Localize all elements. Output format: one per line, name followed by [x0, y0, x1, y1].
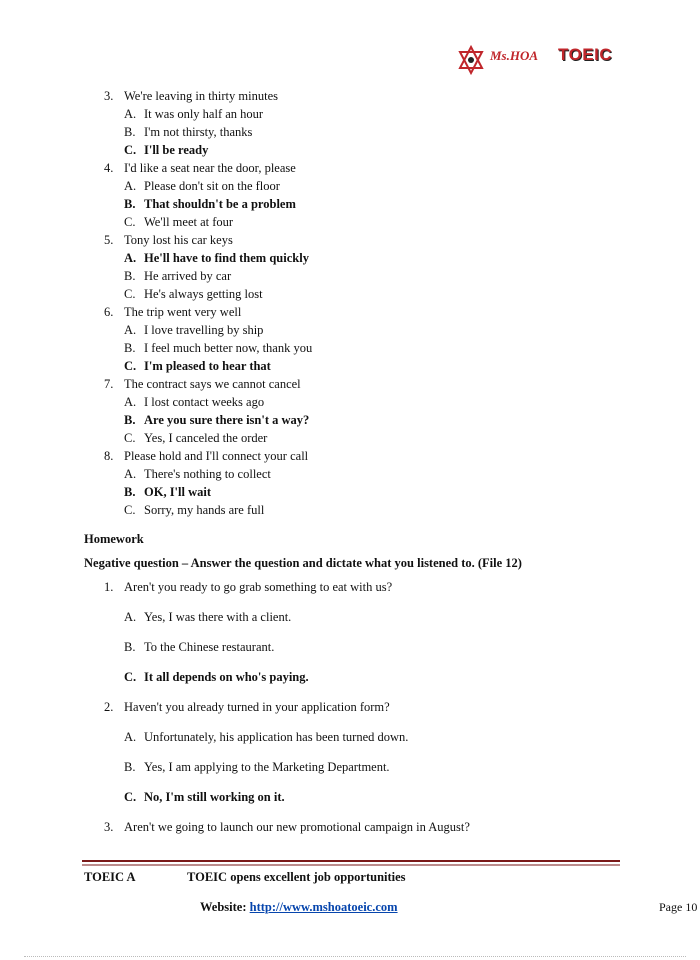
logo-small-text: Ms.HOA [490, 48, 539, 63]
option-text: He'll have to find them quickly [144, 251, 309, 265]
option-text: OK, I'll wait [144, 485, 212, 499]
option-letter: B. [124, 269, 136, 283]
option-text: No, I'm still working on it. [144, 790, 285, 804]
option-text: I'm not thirsty, thanks [144, 125, 253, 139]
option-letter: C. [124, 215, 136, 229]
question-number: 8. [104, 449, 114, 463]
footer-tagline: TOEIC opens excellent job opportunities [187, 870, 406, 884]
option-text: I'll be ready [144, 143, 209, 157]
option-letter: C. [124, 790, 137, 804]
option-letter: B. [124, 413, 136, 427]
footer-left: TOEIC A [84, 870, 136, 884]
option-text: I love travelling by ship [144, 323, 264, 337]
question-text: Aren't you ready to go grab something to eat with us? [124, 580, 393, 594]
option-text: Yes, I was there with a client. [144, 610, 292, 624]
option-letter: B. [124, 485, 136, 499]
question-number: 1. [104, 580, 114, 594]
question-text: Please hold and I'll connect your call [124, 449, 309, 463]
question-number: 4. [104, 161, 114, 175]
question-text: I'd like a seat near the door, please [124, 161, 296, 175]
question-number: 3. [104, 820, 114, 834]
option-letter: A. [124, 251, 137, 265]
question-number: 2. [104, 700, 114, 714]
footer-divider [82, 860, 620, 868]
question-number: 7. [104, 377, 114, 391]
website-link[interactable]: http://www.mshoatoeic.com [249, 900, 398, 914]
option-text: Yes, I canceled the order [144, 431, 268, 445]
option-letter: B. [124, 125, 136, 139]
option-letter: B. [124, 197, 136, 211]
option-letter: B. [124, 341, 136, 355]
option-letter: C. [124, 359, 137, 373]
question-text: Tony lost his car keys [124, 233, 233, 247]
option-text: I'm pleased to hear that [144, 359, 271, 373]
option-letter: C. [124, 287, 136, 301]
star-logo-icon [458, 44, 492, 78]
option-letter: C. [124, 143, 137, 157]
option-letter: C. [124, 503, 136, 517]
question-text: We're leaving in thirty minutes [124, 89, 278, 103]
page-edge [24, 956, 686, 957]
option-letter: A. [124, 179, 137, 193]
question-text: The contract says we cannot cancel [124, 377, 301, 391]
option-text: He arrived by car [144, 269, 232, 283]
option-text: I feel much better now, thank you [144, 341, 313, 355]
question-text: Haven't you already turned in your application form? [124, 700, 390, 714]
option-letter: A. [124, 395, 137, 409]
option-text: He's always getting lost [144, 287, 263, 301]
question-number: 6. [104, 305, 114, 319]
option-text: Please don't sit on the floor [144, 179, 280, 193]
option-letter: C. [124, 431, 136, 445]
website-label: Website: [200, 900, 247, 914]
option-text: Yes, I am applying to the Marketing Department. [144, 760, 390, 774]
question-text: Aren't we going to launch our new promotional campaign in August? [124, 820, 470, 834]
option-letter: B. [124, 640, 136, 654]
option-letter: A. [124, 467, 137, 481]
option-letter: A. [124, 730, 137, 744]
question-number: 3. [104, 89, 114, 103]
option-letter: A. [124, 107, 137, 121]
option-text: I lost contact weeks ago [144, 395, 265, 409]
option-letter: C. [124, 670, 137, 684]
question-text: The trip went very well [124, 305, 242, 319]
logo [458, 44, 618, 78]
option-text: Sorry, my hands are full [144, 503, 265, 517]
logo-big-text: TOEIC [558, 45, 613, 64]
option-text: That shouldn't be a problem [144, 197, 296, 211]
question-number: 5. [104, 233, 114, 247]
option-text: It all depends on who's paying. [144, 670, 309, 684]
option-letter: B. [124, 760, 136, 774]
section-subtitle: Negative question – Answer the question and dictate what you listened to. (File 12) [84, 556, 522, 570]
option-text: Are you sure there isn't a way? [144, 413, 310, 427]
page-number: Page 10 [659, 900, 698, 914]
option-letter: A. [124, 610, 137, 624]
option-text: Unfortunately, his application has been turned down. [144, 730, 409, 744]
section-heading: Homework [84, 532, 144, 546]
option-text: To the Chinese restaurant. [144, 640, 275, 654]
footer-website [200, 900, 398, 915]
option-text: It was only half an hour [144, 107, 264, 121]
option-text: There's nothing to collect [144, 467, 271, 481]
option-letter: A. [124, 323, 137, 337]
option-text: We'll meet at four [144, 215, 234, 229]
